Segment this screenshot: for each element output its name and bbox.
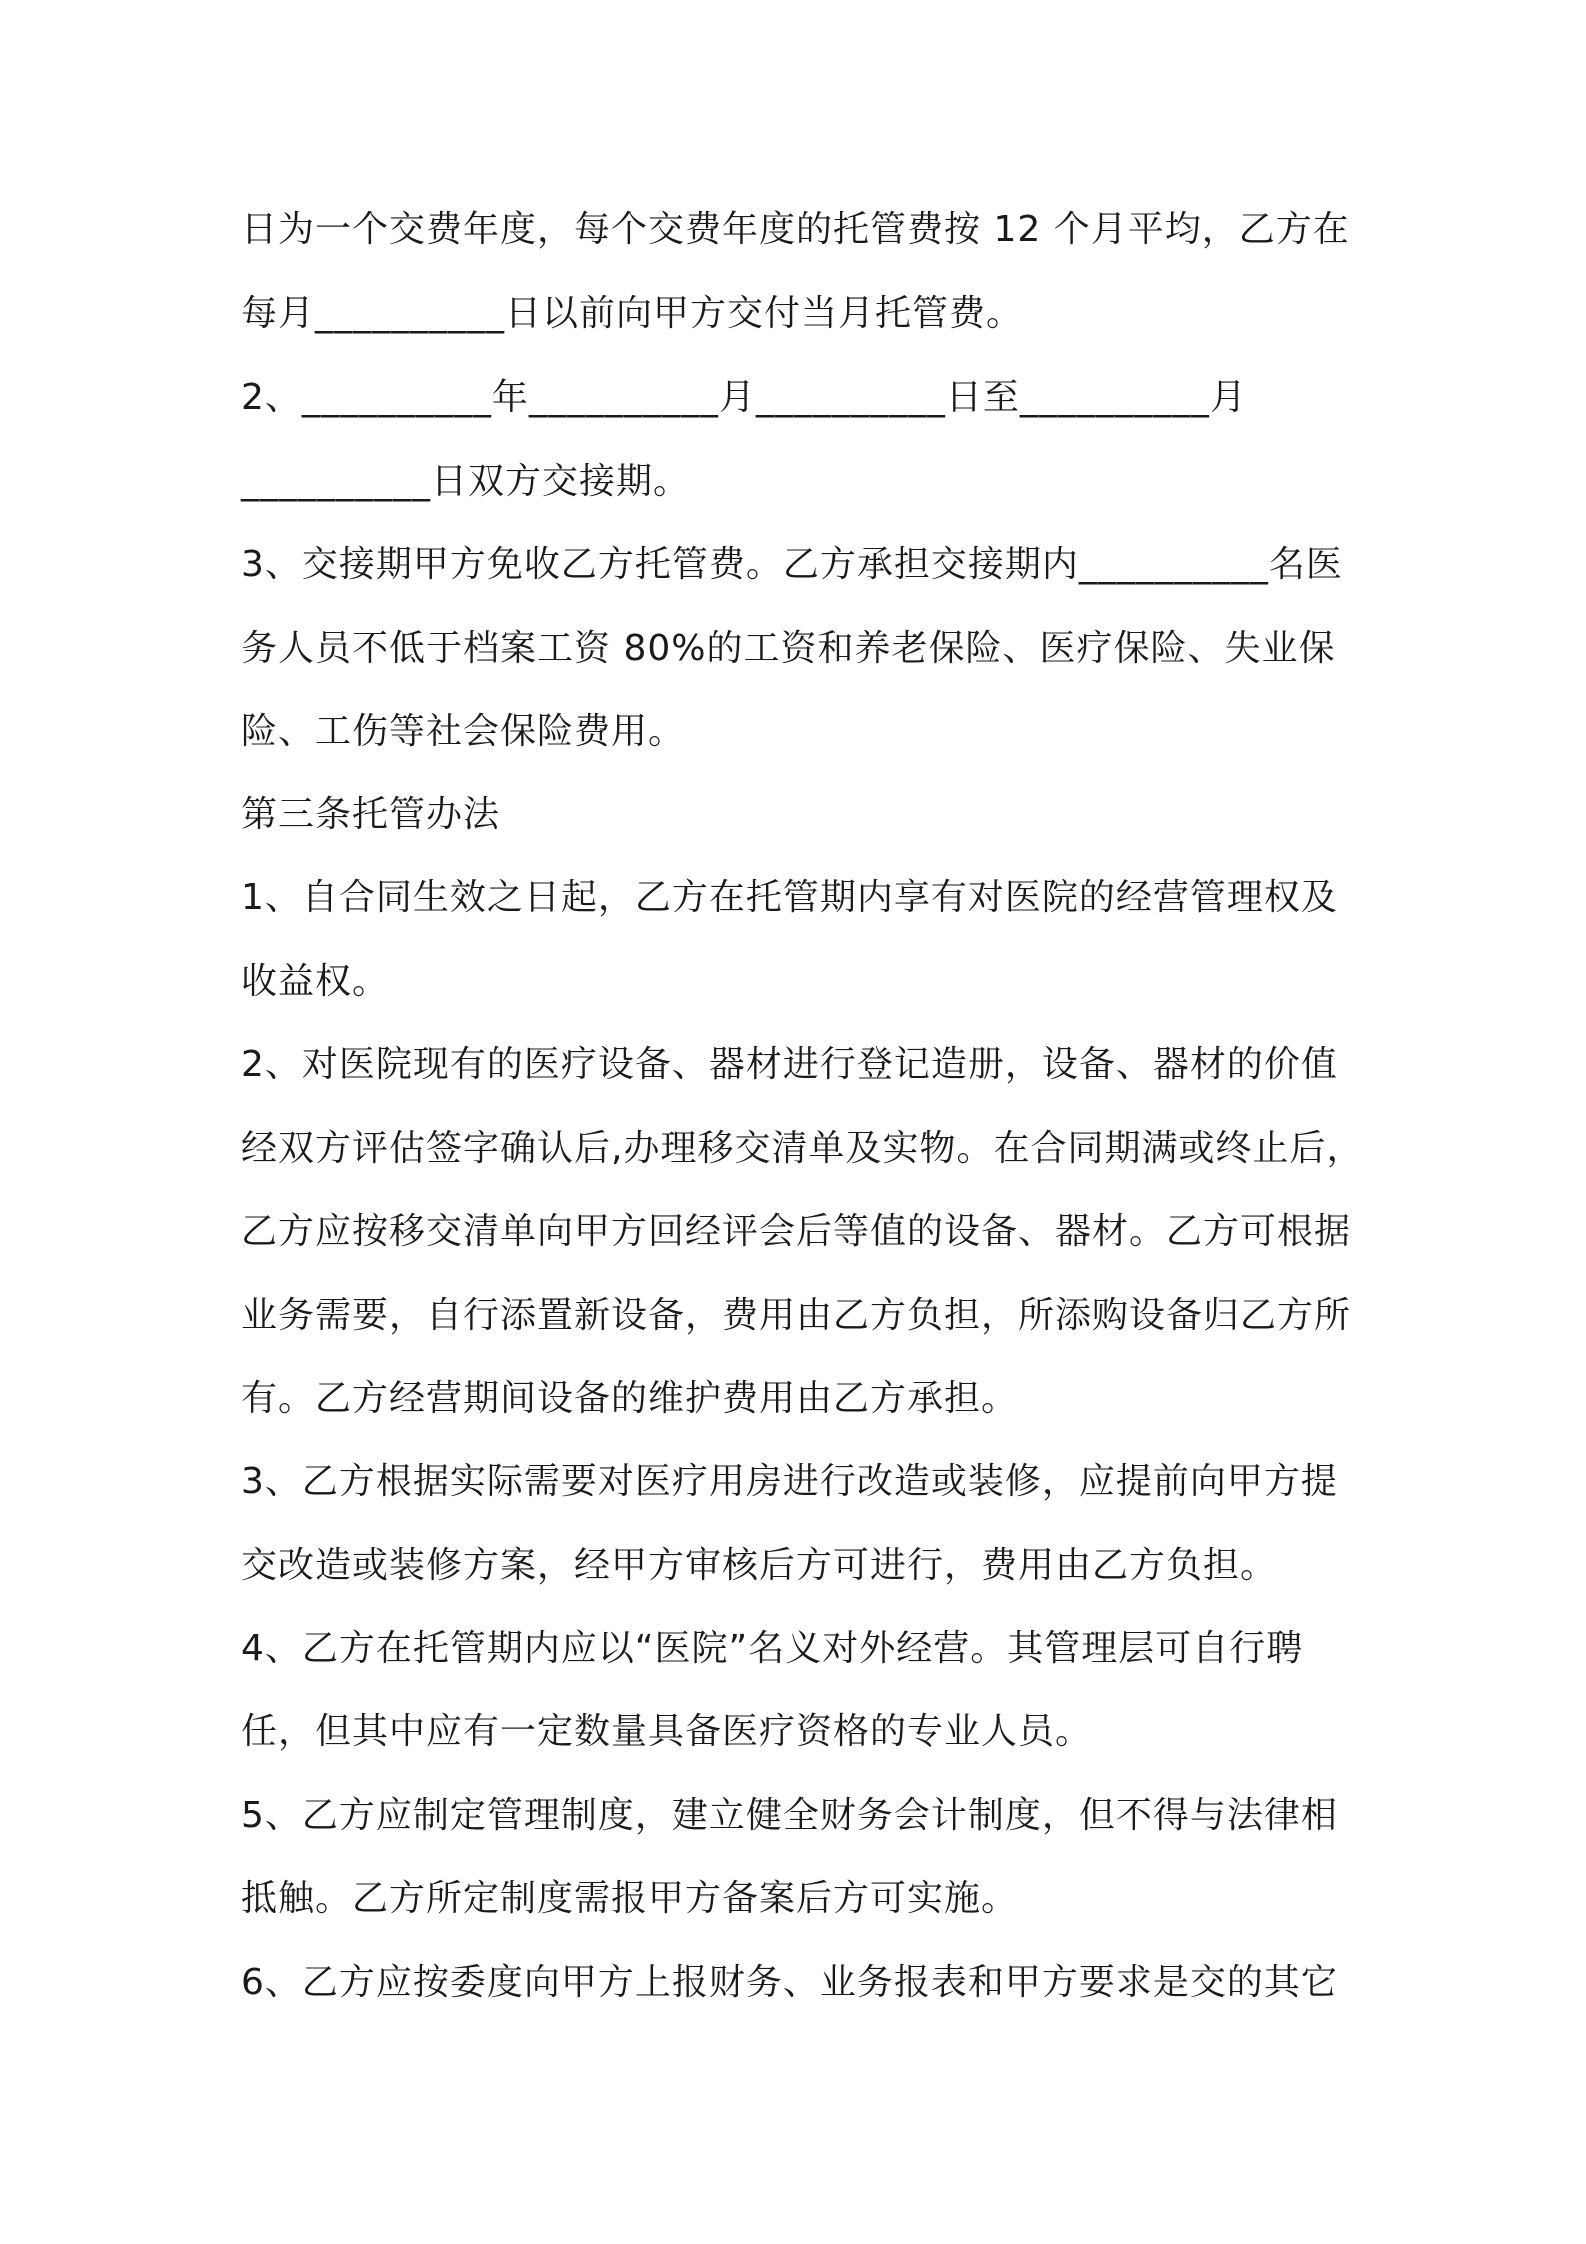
text-line: 2、__________年__________月__________日至__________月 — [241, 377, 1247, 418]
text-line: 经双方评估签字确认后,办理移交清单及实物。在合同期满或终止后， — [241, 1128, 1364, 1169]
text-line: 3、交接期甲方免收乙方托管费。乙方承担交接期内__________名医 — [241, 544, 1343, 585]
text-line: 6、乙方应按委度向甲方上报财务、业务报表和甲方要求是交的其它 — [241, 1962, 1338, 2003]
text-line: 收益权。 — [241, 961, 390, 1002]
text-line: 5、乙方应制定管理制度，建立健全财务会计制度，但不得与法律相 — [241, 1795, 1338, 1836]
text-line: 日为一个交费年度，每个交费年度的托管费按 12 个月平均，乙方在 — [241, 209, 1350, 250]
text-line: 交改造或装修方案，经甲方审核后方可进行，费用由乙方负担。 — [241, 1545, 1278, 1586]
text-line: 2、对医院现有的医疗设备、器材进行登记造册，设备、器材的价值 — [241, 1044, 1338, 1085]
text-line: __________日双方交接期。 — [241, 461, 691, 502]
text-line: 4、乙方在托管期内应以“医院”名义对外经营。其管理层可自行聘 — [241, 1628, 1304, 1669]
text-line: 任，但其中应有一定数量具备医疗资格的专业人员。 — [241, 1711, 1093, 1752]
text-line: 3、乙方根据实际需要对医疗用房进行改造或装修，应提前向甲方提 — [241, 1461, 1338, 1502]
text-line: 乙方应按移交清单向甲方回经评会后等值的设备、器材。乙方可根据 — [241, 1211, 1352, 1252]
section-heading: 第三条托管办法 — [241, 794, 501, 835]
text-line: 险、工伤等社会保险费用。 — [241, 711, 686, 752]
text-line: 每月__________日以前向甲方交付当月托管费。 — [241, 293, 1024, 334]
text-line: 抵触。乙方所定制度需报甲方备案后方可实施。 — [241, 1878, 1019, 1919]
text-line: 务人员不低于档案工资 80%的工资和养老保险、医疗保险、失业保 — [241, 628, 1336, 669]
text-line: 有。乙方经营期间设备的维护费用由乙方承担。 — [241, 1378, 1019, 1419]
text-line: 业务需要，自行添置新设备，费用由乙方负担，所添购设备归乙方所 — [241, 1295, 1352, 1336]
text-line: 1、自合同生效之日起，乙方在托管期内享有对医院的经营管理权及 — [241, 877, 1338, 918]
